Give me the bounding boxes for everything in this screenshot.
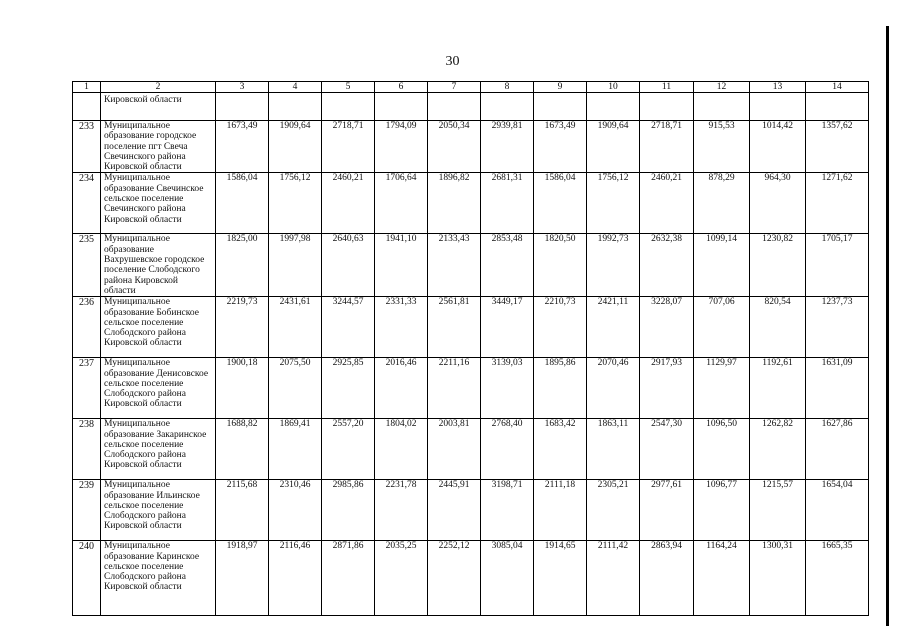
value-cell: 1688,82 (216, 419, 269, 480)
value-cell: 2640,63 (322, 234, 375, 297)
value-cell: 1096,50 (694, 419, 750, 480)
value-cell: 2035,25 (375, 541, 428, 616)
column-header: 3 (216, 82, 269, 93)
value-cell: 2050,34 (428, 121, 481, 173)
row-name: Муниципальное образование Денисовское сельское поселение Слободского района Кировской области (101, 358, 216, 419)
value-cell: 2681,31 (481, 173, 534, 234)
row-number: 235 (73, 234, 101, 297)
data-table (72, 81, 869, 616)
value-cell: 1869,41 (269, 419, 322, 480)
value-cell: 820,54 (750, 297, 806, 358)
value-cell: 2863,94 (640, 541, 694, 616)
value-cell: 1627,86 (806, 419, 869, 480)
value-cell: 2853,48 (481, 234, 534, 297)
value-cell: 2917,93 (640, 358, 694, 419)
value-cell: 915,53 (694, 121, 750, 173)
value-cell: 2070,46 (587, 358, 640, 419)
value-cell: 707,06 (694, 297, 750, 358)
value-cell: 1230,82 (750, 234, 806, 297)
value-cell: 1909,64 (587, 121, 640, 173)
table-row (73, 173, 869, 234)
value-cell: 2768,40 (481, 419, 534, 480)
value-cell: 2632,38 (640, 234, 694, 297)
value-cell: 2252,12 (428, 541, 481, 616)
row-name: Муниципальное образование Закаринское сельское поселение Слободского района Кировской области (101, 419, 216, 480)
table-row (73, 358, 869, 419)
row-name: Муниципальное образование Бобинское сельское поселение Слободского района Кировской области (101, 297, 216, 358)
value-cell: 1918,97 (216, 541, 269, 616)
value-cell: 964,30 (750, 173, 806, 234)
value-cell: 2718,71 (322, 121, 375, 173)
value-cell: 2231,78 (375, 480, 428, 541)
continuation-row (73, 93, 869, 121)
value-cell: 878,29 (694, 173, 750, 234)
row-name: Муниципальное образование Вахрушевское городское поселение Слободского района Кировской области (101, 234, 216, 297)
table-row (73, 419, 869, 480)
value-cell: 2111,18 (534, 480, 587, 541)
value-cell: 1586,04 (534, 173, 587, 234)
value-cell: 2547,30 (640, 419, 694, 480)
value-cell: 1129,97 (694, 358, 750, 419)
value-cell: 1756,12 (269, 173, 322, 234)
margin-rule (886, 26, 889, 626)
value-cell: 1586,04 (216, 173, 269, 234)
value-cell: 1706,64 (375, 173, 428, 234)
table-row (73, 480, 869, 541)
value-cell: 2977,61 (640, 480, 694, 541)
value-cell: 2305,21 (587, 480, 640, 541)
value-cell: 2310,46 (269, 480, 322, 541)
table-row (73, 121, 869, 173)
value-cell: 1631,09 (806, 358, 869, 419)
value-cell: 1192,61 (750, 358, 806, 419)
column-header: 13 (750, 82, 806, 93)
value-cell: 3139,03 (481, 358, 534, 419)
value-cell: 1794,09 (375, 121, 428, 173)
value-cell: 3085,04 (481, 541, 534, 616)
value-cell: 2111,42 (587, 541, 640, 616)
value-cell: 1896,82 (428, 173, 481, 234)
value-cell: 1099,14 (694, 234, 750, 297)
value-cell: 2421,11 (587, 297, 640, 358)
row-name: Муниципальное образование Ильинское сельское поселение Слободского района Кировской области (101, 480, 216, 541)
column-header: 8 (481, 82, 534, 93)
value-cell: 2219,73 (216, 297, 269, 358)
value-cell: 1804,02 (375, 419, 428, 480)
value-cell: 1164,24 (694, 541, 750, 616)
column-header: 2 (101, 82, 216, 93)
column-header: 6 (375, 82, 428, 93)
value-cell: 2116,46 (269, 541, 322, 616)
page-number: 30 (445, 54, 460, 69)
value-cell: 2075,50 (269, 358, 322, 419)
value-cell: 2985,86 (322, 480, 375, 541)
value-cell: 1673,49 (216, 121, 269, 173)
value-cell: 1909,64 (269, 121, 322, 173)
value-cell: 1262,82 (750, 419, 806, 480)
value-cell: 3228,07 (640, 297, 694, 358)
row-name: Кировской области (101, 93, 216, 121)
value-cell: 1756,12 (587, 173, 640, 234)
value-cell: 1654,04 (806, 480, 869, 541)
value-cell: 1271,62 (806, 173, 869, 234)
table-row (73, 297, 869, 358)
row-name: Муниципальное образование городское поселение пгт Свеча Свечинского района Кировской области (101, 121, 216, 173)
value-cell: 3198,71 (481, 480, 534, 541)
value-cell: 1357,62 (806, 121, 869, 173)
column-header: 5 (322, 82, 375, 93)
value-cell: 1300,31 (750, 541, 806, 616)
value-cell: 1825,00 (216, 234, 269, 297)
value-cell: 2016,46 (375, 358, 428, 419)
value-cell: 2211,16 (428, 358, 481, 419)
table-row (73, 234, 869, 297)
value-cell: 1237,73 (806, 297, 869, 358)
value-cell: 1941,10 (375, 234, 428, 297)
value-cell: 2133,43 (428, 234, 481, 297)
column-header: 10 (587, 82, 640, 93)
column-header: 7 (428, 82, 481, 93)
value-cell: 1665,35 (806, 541, 869, 616)
value-cell: 2939,81 (481, 121, 534, 173)
column-header: 12 (694, 82, 750, 93)
value-cell: 3244,57 (322, 297, 375, 358)
value-cell: 2460,21 (640, 173, 694, 234)
row-number: 240 (73, 541, 101, 616)
value-cell: 2557,20 (322, 419, 375, 480)
column-header: 4 (269, 82, 322, 93)
value-cell: 1992,73 (587, 234, 640, 297)
value-cell: 1014,42 (750, 121, 806, 173)
value-cell: 1997,98 (269, 234, 322, 297)
header-row (73, 82, 869, 93)
value-cell: 1895,86 (534, 358, 587, 419)
row-number: 238 (73, 419, 101, 480)
value-cell: 2561,81 (428, 297, 481, 358)
row-number (73, 93, 101, 121)
value-cell: 1215,57 (750, 480, 806, 541)
column-header: 11 (640, 82, 694, 93)
value-cell: 2460,21 (322, 173, 375, 234)
value-cell: 1673,49 (534, 121, 587, 173)
row-name: Муниципальное образование Каринское сельское поселение Слободского района Кировской области (101, 541, 216, 616)
value-cell: 2718,71 (640, 121, 694, 173)
row-name: Муниципальное образование Свечинское сельское поселение Свечинского района Кировской области (101, 173, 216, 234)
value-cell: 1705,17 (806, 234, 869, 297)
value-cell: 1914,65 (534, 541, 587, 616)
column-header: 1 (73, 82, 101, 93)
value-cell: 2925,85 (322, 358, 375, 419)
value-cell: 1096,77 (694, 480, 750, 541)
value-cell: 1900,18 (216, 358, 269, 419)
value-cell: 2431,61 (269, 297, 322, 358)
table-row (73, 541, 869, 616)
value-cell: 2003,81 (428, 419, 481, 480)
value-cell: 3449,17 (481, 297, 534, 358)
row-number: 236 (73, 297, 101, 358)
row-number: 234 (73, 173, 101, 234)
column-header: 14 (806, 82, 869, 93)
value-cell: 1683,42 (534, 419, 587, 480)
value-cell: 2445,91 (428, 480, 481, 541)
value-cell: 1820,50 (534, 234, 587, 297)
value-cell: 2331,33 (375, 297, 428, 358)
value-cell: 2115,68 (216, 480, 269, 541)
row-number: 237 (73, 358, 101, 419)
row-number: 239 (73, 480, 101, 541)
value-cell: 1863,11 (587, 419, 640, 480)
column-header: 9 (534, 82, 587, 93)
value-cell: 2871,86 (322, 541, 375, 616)
row-number: 233 (73, 121, 101, 173)
value-cell: 2210,73 (534, 297, 587, 358)
